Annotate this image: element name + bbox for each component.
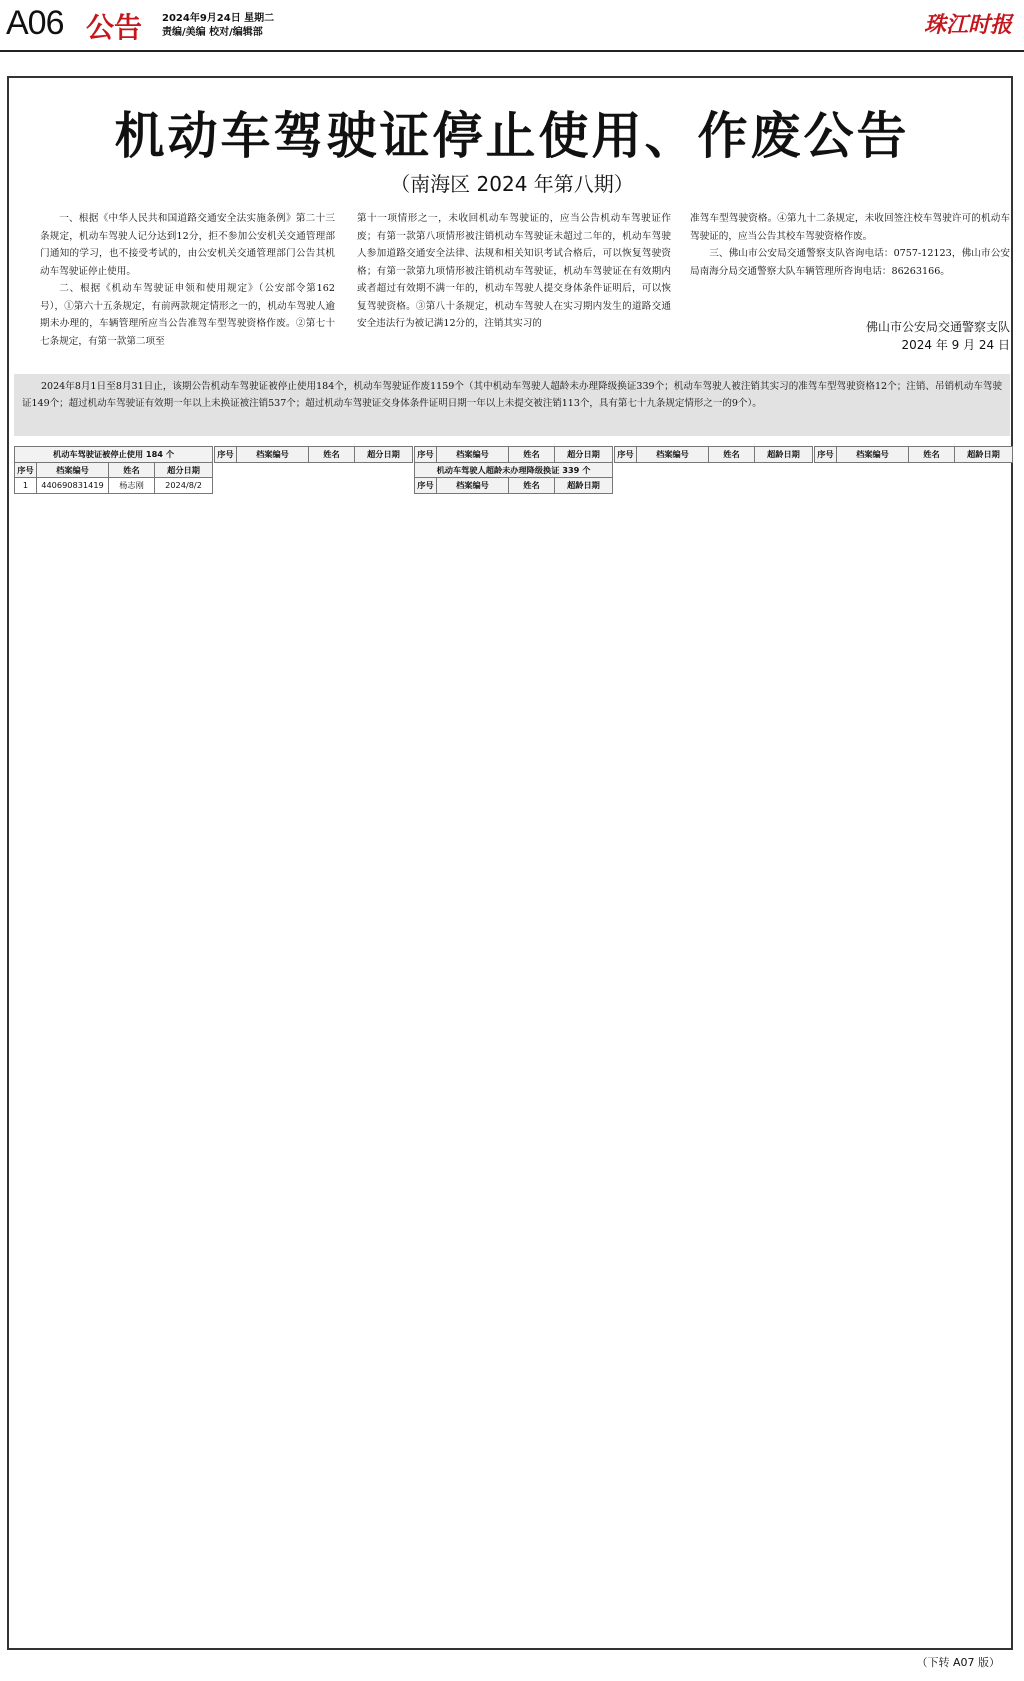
col-header: 超分日期 (555, 447, 613, 463)
col-header: 序号 (415, 478, 437, 494)
masthead (0, 0, 1024, 52)
table-overage-2 (614, 446, 813, 463)
col-header: 序号 (615, 447, 637, 463)
col-header: 姓名 (709, 447, 755, 463)
table-row: 1 440690831419 杨志刚 2024/8/2 (15, 478, 213, 494)
col-header: 档案编号 (837, 447, 909, 463)
col-header: 序号 (815, 447, 837, 463)
intro-para: 三、佛山市公安局交通警察支队咨询电话：0757-12123，佛山市公安局南海分局交通警察大队车辆管理所咨询电话：86263166。 (690, 248, 1010, 277)
file-number: 440690831419 (37, 478, 109, 494)
intro-para: 二、根据《机动车驾驶证申领和使用规定》（公安部令第162号），①第六十五条规定，有前两款规定情形之一的，机动车驾驶人逾期未办理的，车辆管理所应当公告准驾车型驾驶资格作废。②第七十七条规定，有第一款第二项至 (40, 283, 335, 347)
col-header: 序号 (415, 447, 437, 463)
notice-subtitle: （南海区 2024 年第八期） (390, 172, 634, 196)
col-header: 档案编号 (237, 447, 309, 463)
summary-box: 2024年8月1日至8月31日止，该期公告机动车驾驶证被停止使用184个，机动车驾驶证作废1159个（其中机动车驾驶人超龄未办理降级换证339个；机动车驾驶人被注销其实习的准驾车型驾驶资格12个；注销、吊销机动车驾驶证149个；超过机动车驾驶证有效期一年以上未换证被注销537个；超过机动车驾驶证交身体条件证明日期一年以上未提交被注销113个，具有第七十九条规定情形之一的9个）。 (14, 374, 1010, 436)
intro-para: 准驾车型驾驶资格。④第九十二条规定，未收回签注校车驾驶许可的机动车驾驶证的，应当公告其校车驾驶资格作废。 (690, 213, 1010, 242)
table-suspended-2 (214, 446, 413, 463)
table-caption: 机动车驾驶证被停止使用 184 个 (15, 447, 213, 463)
intro-para: 第十一项情形之一，未收回机动车驾驶证的，应当公告机动车驾驶证作废；有第一款第八项情形被注销机动车驾驶证未超过二年的，机动车驾驶人参加道路交通安全法律、法规和相关知识考试合格后，可以恢复驾驶资格；有第一款第九项情形被注销机动车驾驶证，机动车驾驶证在有效期内或者超过有效期不满一年的，机动车驾驶人提交身体条件证明后，可以恢复驾驶资格。③第八十条规定，机动车驾驶人在实习期内发生的道路交通安全违法行为被记满12分的，注销其实习的 (357, 213, 671, 329)
intro-column-3 (690, 210, 1010, 280)
intro-para: 一、根据《中华人民共和国道路交通安全法实施条例》第二十三条规定，机动车驾驶人记分达到12分，拒不参加公安机关交通管理部门通知的学习，也不接受考试的，由公安机关交通管理部门公告其机动车驾驶证停止使用。 (40, 213, 335, 277)
col-header: 档案编号 (437, 447, 509, 463)
dateline (162, 12, 274, 40)
col-header: 超分日期 (155, 462, 213, 478)
intro-column-1 (40, 210, 335, 350)
col-header: 序号 (215, 447, 237, 463)
table-suspended-1 (14, 446, 213, 494)
paper-logo: 珠江时报 (923, 12, 1012, 38)
col-header: 姓名 (109, 462, 155, 478)
holder-name: 杨志刚 (109, 478, 155, 494)
intro-column-2 (357, 210, 671, 333)
col-header: 序号 (15, 462, 37, 478)
col-header: 超龄日期 (955, 447, 1013, 463)
col-header: 超龄日期 (555, 478, 613, 494)
sign-date: 2024 年 9 月 24 日 (901, 338, 1010, 352)
section-name: 公告 (86, 11, 143, 44)
signer: 佛山市公安局交通警察支队 (865, 320, 1010, 334)
page-number: A06 (6, 4, 64, 42)
editors: 责编/美编 校对/编辑部 (162, 27, 263, 38)
table-overage-3 (814, 446, 1013, 463)
col-header: 超分日期 (355, 447, 413, 463)
col-header: 姓名 (909, 447, 955, 463)
signature (690, 318, 1010, 354)
record-date: 2024/8/2 (155, 478, 213, 494)
col-header: 超龄日期 (755, 447, 813, 463)
notice-title: 机动车驾驶证停止使用、作废公告 (114, 106, 910, 165)
col-header: 姓名 (509, 447, 555, 463)
issue-date: 2024年9月24日 星期二 (162, 13, 275, 24)
col-header: 档案编号 (37, 462, 109, 478)
table-overage (414, 446, 613, 494)
table-caption: 机动车驾驶人超龄未办理降级换证 339 个 (415, 462, 613, 478)
continued-note: （下转 A07 版） (916, 1656, 1000, 1669)
col-header: 姓名 (509, 478, 555, 494)
col-header: 档案编号 (637, 447, 709, 463)
col-header: 姓名 (309, 447, 355, 463)
col-header: 档案编号 (437, 478, 509, 494)
